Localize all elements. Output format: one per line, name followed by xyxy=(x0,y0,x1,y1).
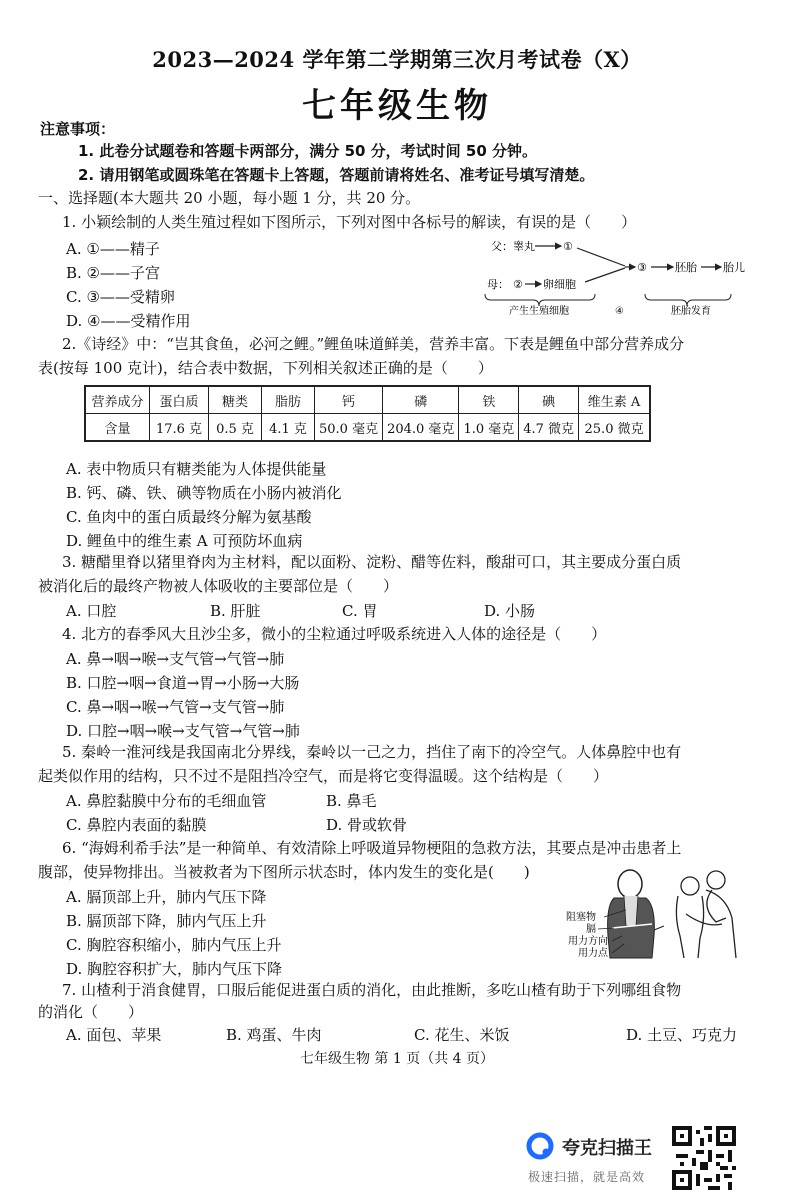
table-cell: 50.0 毫克 xyxy=(315,414,383,442)
q6-option-b: B. 膈顶部下降，肺内气压上升 xyxy=(66,912,267,930)
q4-option-a: A. 鼻→咽→喉→支气管→气管→肺 xyxy=(66,650,285,668)
table-header-cell: 维生素 A xyxy=(579,386,651,414)
q3-option-a: A. 口腔 xyxy=(66,602,117,620)
reproduction-diagram xyxy=(475,236,765,316)
table-cell: 25.0 微克 xyxy=(579,414,651,442)
diagram-circle-4: ④ xyxy=(615,306,624,316)
q5-option-a: A. 鼻腔黏膜中分布的毛细血管 xyxy=(66,792,267,810)
scanner-logo-icon xyxy=(526,1132,554,1160)
q1-option-d: D. ④——受精作用 xyxy=(66,312,191,330)
table-header-cell: 蛋白质 xyxy=(150,386,209,414)
q4-stem: 4. 北方的春季风大且沙尘多，微小的尘粒通过呼吸系统进入人体的途径是（ ） xyxy=(62,625,607,643)
q3-option-b: B. 肝脏 xyxy=(210,602,261,620)
q6-option-d: D. 胸腔容积扩大，肺内气压下降 xyxy=(66,960,283,978)
table-header-cell: 碘 xyxy=(519,386,579,414)
table-cell: 0.5 克 xyxy=(209,414,262,442)
q2-option-c: C. 鱼肉中的蛋白质最终分解为氨基酸 xyxy=(66,508,312,526)
table-header-cell: 糖类 xyxy=(209,386,262,414)
diagram-circle-2: ② xyxy=(513,278,523,291)
heimlich-label-blockage: 阻塞物 xyxy=(566,912,596,923)
table-cell: 4.7 微克 xyxy=(519,414,579,442)
scanner-brand: 夸克扫描王 xyxy=(562,1138,652,1159)
table-header-cell: 营养成分 xyxy=(85,386,150,414)
qr-code-icon[interactable] xyxy=(672,1126,736,1190)
q5-option-b: B. 鼻毛 xyxy=(326,792,377,810)
exam-title: 2023—2024 学年第二学期第三次月考试卷（X） xyxy=(152,47,642,72)
table-header-cell: 铁 xyxy=(459,386,519,414)
diagram-mother: 母： xyxy=(487,278,509,291)
heimlich-label-force-point: 用力点 xyxy=(578,948,608,959)
table-cell: 4.1 克 xyxy=(262,414,315,442)
q7-option-b: B. 鸡蛋、牛肉 xyxy=(226,1026,322,1044)
diagram-circle-1: ① xyxy=(563,240,573,253)
q6-stem-2: 腹部，使异物排出。当被救者为下图所示状态时，体内发生的变化是( ) xyxy=(38,863,530,881)
q5-stem-2: 起类似作用的结构，只不过不是阻挡冷空气，而是将它变得温暖。这个结构是（ ） xyxy=(38,767,609,785)
diagram-father: 父：睾丸 xyxy=(491,240,535,253)
q3-option-d: D. 小肠 xyxy=(484,602,536,620)
notice-item-2: 2. 请用钢笔或圆珠笔在答题卡上答题，答题前请将姓名、准考证号填写清楚。 xyxy=(78,166,595,184)
heimlich-label-diaphragm: 膈 xyxy=(586,924,596,935)
nutrition-table xyxy=(84,385,651,442)
table-cell: 1.0 毫克 xyxy=(459,414,519,442)
q1-option-b: B. ②——子宫 xyxy=(66,264,161,282)
q4-option-b: B. 口腔→咽→食道→胃→小肠→大肠 xyxy=(66,674,300,692)
scanner-slogan: 极速扫描，就是高效 xyxy=(528,1170,646,1184)
table-row xyxy=(85,414,650,442)
q2-option-a: A. 表中物质只有糖类能为人体提供能量 xyxy=(66,460,327,478)
diagram-label-left: 产生生殖细胞 xyxy=(509,306,569,316)
q5-stem-1: 5. 秦岭一淮河线是我国南北分界线，秦岭以一己之力，挡住了南下的冷空气。人体鼻腔中也有 xyxy=(62,743,682,761)
table-header-cell: 磷 xyxy=(383,386,459,414)
exam-subtitle: 七年级生物 xyxy=(302,86,492,126)
diagram-label-right: 胚胎发育 xyxy=(671,306,711,316)
page-footer: 七年级生物 第 1 页（共 4 页） xyxy=(299,1051,495,1067)
diagram-embryo: 胚胎 xyxy=(675,261,697,274)
q1-option-c: C. ③——受精卵 xyxy=(66,288,175,306)
q2-option-d: D. 鲤鱼中的维生素 A 可预防坏血病 xyxy=(66,532,303,550)
table-cell: 17.6 克 xyxy=(150,414,209,442)
table-cell: 204.0 毫克 xyxy=(383,414,459,442)
table-header-row xyxy=(85,386,650,414)
table-header-cell: 脂肪 xyxy=(262,386,315,414)
notice-heading: 注意事项： xyxy=(40,120,116,138)
q7-stem-1: 7. 山楂利于消食健胃，口服后能促进蛋白质的消化，由此推断，多吃山楂有助于下列哪组食物 xyxy=(62,981,682,999)
q6-stem-1: 6. “海姆利希手法”是一种简单、有效清除上呼吸道异物梗阻的急救方法，其要点是冲击患者上 xyxy=(62,839,682,857)
q1-option-a: A. ①——精子 xyxy=(66,240,160,258)
q5-option-c: C. 鼻腔内表面的黏膜 xyxy=(66,816,207,834)
q3-stem-2: 被消化后的最终产物被人体吸收的主要部位是（ ） xyxy=(38,577,399,595)
diagram-fetus: 胎儿 xyxy=(723,261,745,274)
diagram-circle-3: ③ xyxy=(637,261,647,274)
q6-option-a: A. 膈顶部上升，肺内气压下降 xyxy=(66,888,267,906)
q2-stem-1: 2.《诗经》中：“岂其食鱼，必河之鲤。”鲤鱼味道鲜美，营养丰富。下表是鲤鱼中部分营养成分 xyxy=(62,335,685,353)
q7-option-a: A. 面包、苹果 xyxy=(66,1026,162,1044)
q2-stem-2: 表(按每 100 克计)，结合表中数据，下列相关叙述正确的是（ ） xyxy=(38,359,493,377)
table-header-cell: 钙 xyxy=(315,386,383,414)
q2-option-b: B. 钙、磷、铁、碘等物质在小肠内被消化 xyxy=(66,484,342,502)
heimlich-diagram xyxy=(566,866,756,962)
q3-stem-1: 3. 糖醋里脊以猪里脊肉为主材料，配以面粉、淀粉、醋等佐料，酸甜可口，其主要成分蛋白质 xyxy=(62,553,682,571)
section-heading: 一、选择题(本大题共 20 小题，每小题 1 分，共 20 分。 xyxy=(38,189,421,207)
q7-option-c: C. 花生、米饭 xyxy=(414,1026,510,1044)
table-cell: 含量 xyxy=(85,414,150,442)
q6-option-c: C. 胸腔容积缩小，肺内气压上升 xyxy=(66,936,282,954)
q7-stem-2: 的消化（ ） xyxy=(38,1003,144,1021)
q1-stem: 1. 小颖绘制的人类生殖过程如下图所示，下列对图中各标号的解读，有误的是（ ） xyxy=(62,213,637,231)
notice-item-1: 1. 此卷分试题卷和答题卡两部分，满分 50 分，考试时间 50 分钟。 xyxy=(78,142,537,160)
q4-option-c: C. 鼻→咽→喉→气管→支气管→肺 xyxy=(66,698,285,716)
diagram-egg: 卵细胞 xyxy=(543,278,576,291)
q3-option-c: C. 胃 xyxy=(342,602,378,620)
heimlich-label-force-direction: 用力方向 xyxy=(568,936,608,947)
q5-option-d: D. 骨或软骨 xyxy=(326,816,408,834)
q4-option-d: D. 口腔→咽→喉→支气管→气管→肺 xyxy=(66,722,300,740)
q7-option-d: D. 土豆、巧克力 xyxy=(626,1026,738,1044)
